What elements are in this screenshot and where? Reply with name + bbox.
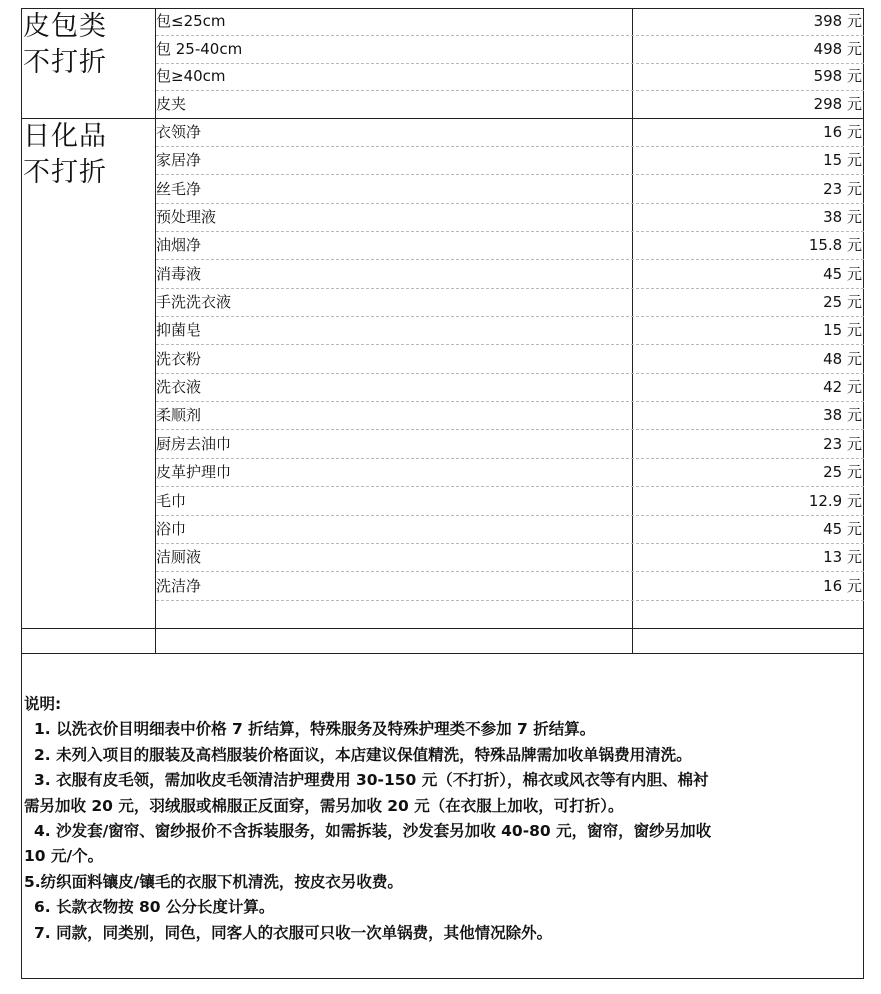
item-price: 45 元: [823, 520, 862, 538]
category-title-chemicals: [23, 119, 107, 191]
item-price: 15 元: [823, 321, 862, 339]
item-name: 油烟净: [156, 236, 202, 254]
category-title-bags-line2: 不打折: [23, 47, 107, 78]
item-name: 皮革护理巾: [156, 463, 232, 481]
item-name: 预处理液: [156, 208, 217, 226]
item-name: 柔顺剂: [156, 406, 202, 424]
item-price: 23 元: [823, 180, 862, 198]
note-line: 6. 长款衣物按 80 公分长度计算。: [34, 898, 275, 917]
category-title-bags-line1: 皮包类: [23, 11, 107, 42]
item-price: 38 元: [823, 406, 862, 424]
item-name: 抑菌皂: [156, 321, 202, 339]
item-price: 498 元: [813, 40, 862, 58]
item-name: 消毒液: [156, 265, 202, 283]
item-name: 洗洁净: [156, 577, 202, 595]
item-name: 手洗洗衣液: [156, 293, 232, 311]
note-line: 4. 沙发套/窗帘、窗纱报价不含拆装服务，如需拆装，沙发套另加收 40-80 元，窗帘，窗纱另加收: [34, 822, 712, 841]
item-price: 23 元: [823, 435, 862, 453]
category-title-chemicals-line2: 不打折: [23, 157, 107, 188]
item-price: 25 元: [823, 293, 862, 311]
item-name: 毛巾: [156, 492, 187, 510]
note-line: 需另加收 20 元，羽绒服或棉服正反面穿，需另加收 20 元（在衣服上加收，可打折）。: [24, 796, 624, 815]
item-name: 洗衣粉: [156, 350, 202, 368]
item-name: 厨房去油巾: [156, 435, 232, 453]
item-name: 皮夹: [156, 95, 187, 113]
item-price: 45 元: [823, 265, 862, 283]
note-line: 5.纺织面料镶皮/镶毛的衣服下机清洗，按皮衣另收费。: [24, 872, 403, 891]
item-price: 12.9 元: [808, 492, 862, 510]
item-price: 38 元: [823, 208, 862, 226]
note-line: 1. 以洗衣价目明细表中价格 7 折结算，特殊服务及特殊护理类不参加 7 折结算。: [34, 720, 596, 739]
note-line: 7. 同款，同类别，同色，同客人的衣服可只收一次单锅费，其他情况除外。: [34, 923, 553, 942]
item-price: 15.8 元: [808, 236, 862, 254]
item-price: 42 元: [823, 378, 862, 396]
section-divider-notes: [21, 653, 864, 654]
item-name: 包≥40cm: [156, 67, 226, 85]
section-divider-blank: [21, 628, 864, 629]
note-line: 10 元/个。: [24, 847, 104, 866]
item-name: 洗衣液: [156, 378, 202, 396]
item-price: 16 元: [823, 123, 862, 141]
item-price: 48 元: [823, 350, 862, 368]
item-price: 398 元: [813, 12, 862, 30]
item-name: 包≤25cm: [156, 12, 226, 30]
item-price: 25 元: [823, 463, 862, 481]
item-name: 洁厕液: [156, 548, 202, 566]
category-title-chemicals-line1: 日化品: [23, 121, 107, 152]
category-title-bags: [23, 9, 107, 81]
notes-section: [24, 692, 864, 946]
item-name: 衣领净: [156, 123, 202, 141]
row-divider: [156, 600, 864, 601]
notes-heading: 说明:: [24, 695, 62, 713]
col-divider-2: [632, 8, 633, 653]
item-price: 15 元: [823, 151, 862, 169]
item-price: 16 元: [823, 577, 862, 595]
item-name: 家居净: [156, 151, 202, 169]
item-name: 浴巾: [156, 520, 187, 538]
item-price: 598 元: [813, 67, 862, 85]
item-price: 13 元: [823, 548, 862, 566]
item-name: 包 25-40cm: [156, 40, 243, 58]
item-price: 298 元: [813, 95, 862, 113]
item-name: 丝毛净: [156, 180, 202, 198]
note-line: 2. 未列入项目的服装及高档服装价格面议，本店建议保值精洗，特殊品牌需加收单锅费用清洗。: [34, 745, 692, 764]
note-line: 3. 衣服有皮毛领，需加收皮毛领清洁护理费用 30-150 元（不打折），棉衣或风衣等有内胆、棉衬: [34, 771, 709, 790]
